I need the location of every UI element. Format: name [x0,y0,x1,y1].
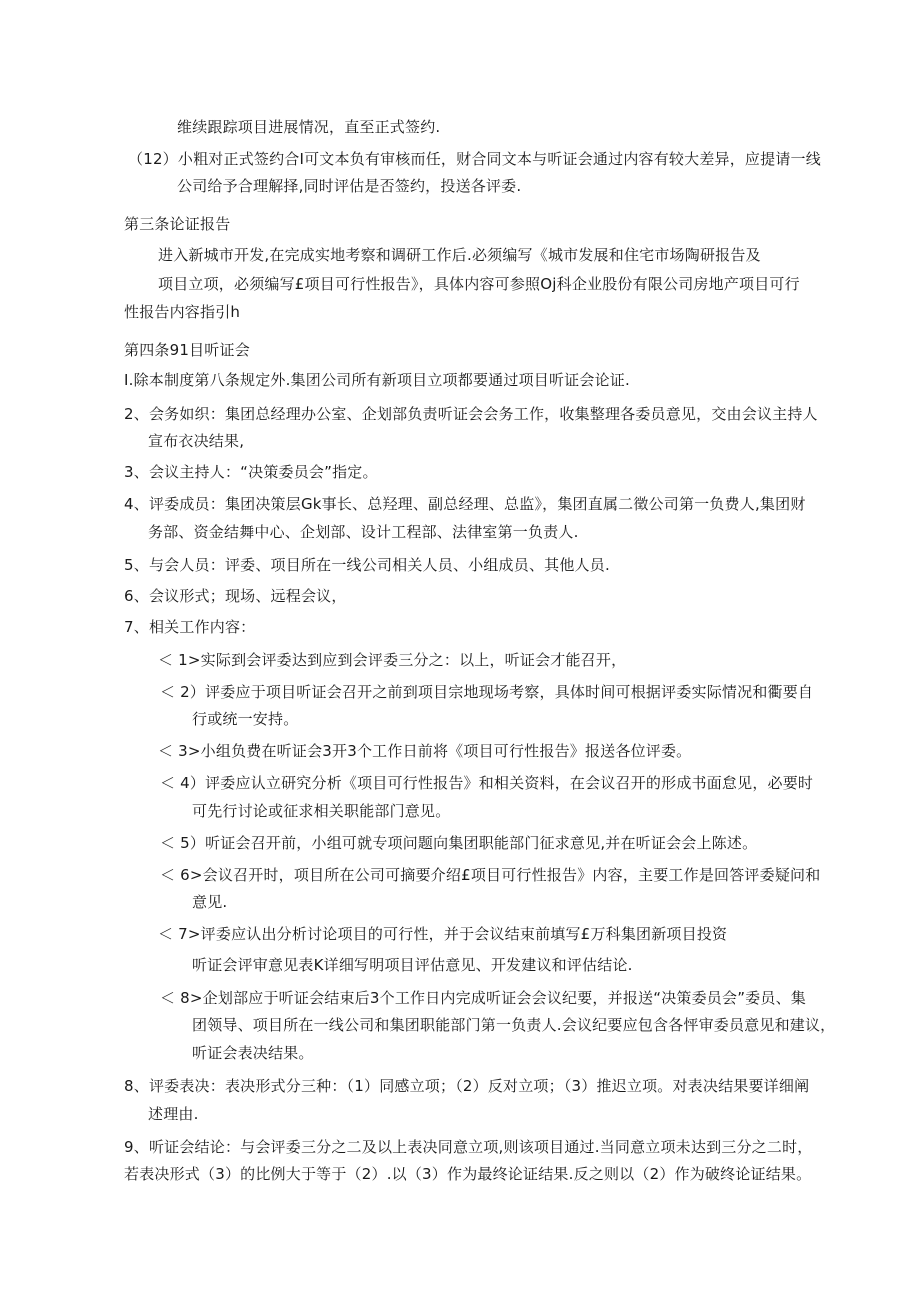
sub-item-cont: 听证会评审意见表K详细写明项目评估意见、开发建议和评估结论. [192,956,633,974]
sub-item-cont: 意见. [192,893,228,911]
sub-item: ＜ 5）听证会召开前，小组可就专项问题向集团职能部门征求意见,并在听证会会上陈述。 [160,834,758,852]
continuation-line: （12）小粗对正式签约合I可文本负有审核而任，财合同文本与听证会通过内容有较大差异，应提请一线 [128,150,821,168]
body-line: 进入新城市开发,在完成实地考察和调研工作后.必须编写《城市发展和住宅市场陶研报告及 [158,246,761,264]
sub-item: ＜ 4）评委应认立研究分析《项目可行性报告》和相关资料，在会议召开的形成书面怠见，必要时 [160,774,814,792]
sub-item: ＜ 1>实际到会评委达到应到会评委三分之：以上，听证会才能召开， [158,651,627,669]
sub-item: ＜ 2）评委应于项目听证会召开之前到项目宗地现场考察，具体时间可根据评委实际情况和衢要自 [160,683,814,701]
continuation-line: 维续跟踪项目进展情况，直至正式签约. [177,118,441,136]
list-item: 7、相关工作内容： [124,618,256,636]
list-item: 2、会务如织：集团总经理办公室、企划部负责听证会会务工作，收集整理各委员意见，交由会议主持人 [124,405,818,423]
list-item: 8、评委表决：表决形式分三种：（1）同感立项；（2）反对立项；（3）推迟立项。对表决结果要详细阐 [124,1077,810,1095]
sub-item: ＜ 7>评委应认出分析讨论项目的可行性，并于会议结束前填写£万科集团新项目投资 [158,925,728,943]
body-line: 性报告内容指引h [124,303,241,321]
sub-item-cont: 听证会表决结果。 [192,1044,314,1062]
sub-item-cont: 行或统一安持。 [192,710,299,728]
sub-item-cont: 团领导、项目所在一线公司和集团职能部门第一负责人.会议纪要应包含各怦审委员意见和建议， [192,1016,836,1034]
body-line: 项目立项，必须编写£项目可行性报告》，具体内容可参照Oj科企业股份有限公司房地产项目可行 [158,275,800,293]
sub-item: ＜ 6>会议召开时，项目所在公司可摘要介绍£项目可行性报告》内容，主要工作是回答评委疑问和 [160,866,821,884]
list-item: 3、会议主持人：“决策委员会”指定。 [124,463,378,481]
list-item: 4、评委成员：集团决策层Gk事长、总羟理、副总经理、总监》，集团直属二徵公司第一负费人,集团财 [124,495,806,513]
sub-item: ＜ 8>企划部应于听证会结束后3个工作日内完成听证会会议纪要，并报送“决策委员会”委员、集 [160,989,806,1007]
list-item: 6、会议形式；现场、远程会议， [124,587,347,605]
sub-item: ＜ 3>小组负费在听证会3开3个工作日前将《项目可行性报告》报送各位评委。 [158,742,692,760]
list-item-cont: 述理由. [148,1105,199,1123]
section-heading: 第四条91目听证会 [124,341,250,359]
continuation-line: 公司给予合理解择,同时评估是否签约，投送各评委. [177,177,522,195]
list-item: 5、与会人员：评委、项目所在一线公司相关人员、小组成员、其他人员. [124,556,610,574]
list-item: 9、听证会结论：与会评委三分之二及以上表决同意立项,则该项目通过.当同意立项未达到三分之二时， [124,1138,813,1156]
list-item: I.除本制度第八条规定外.集团公司所有新项目立项都要通过项目听证会论证. [124,371,630,389]
list-item-cont: 宣布衣决结果, [148,432,245,450]
list-item-cont: 若表决形式（3）的比例大于等于（2）.以（3）作为最终论证结果.反之则以（2）作为破终论证结果。 [124,1165,812,1183]
sub-item-cont: 可先行讨论或征求相关职能部门意见。 [192,802,451,820]
section-heading: 第三条论证报告 [124,215,231,233]
list-item-cont: 务部、资金结舞中心、企划部、设计工程部、法律室第一负责人. [148,523,579,541]
